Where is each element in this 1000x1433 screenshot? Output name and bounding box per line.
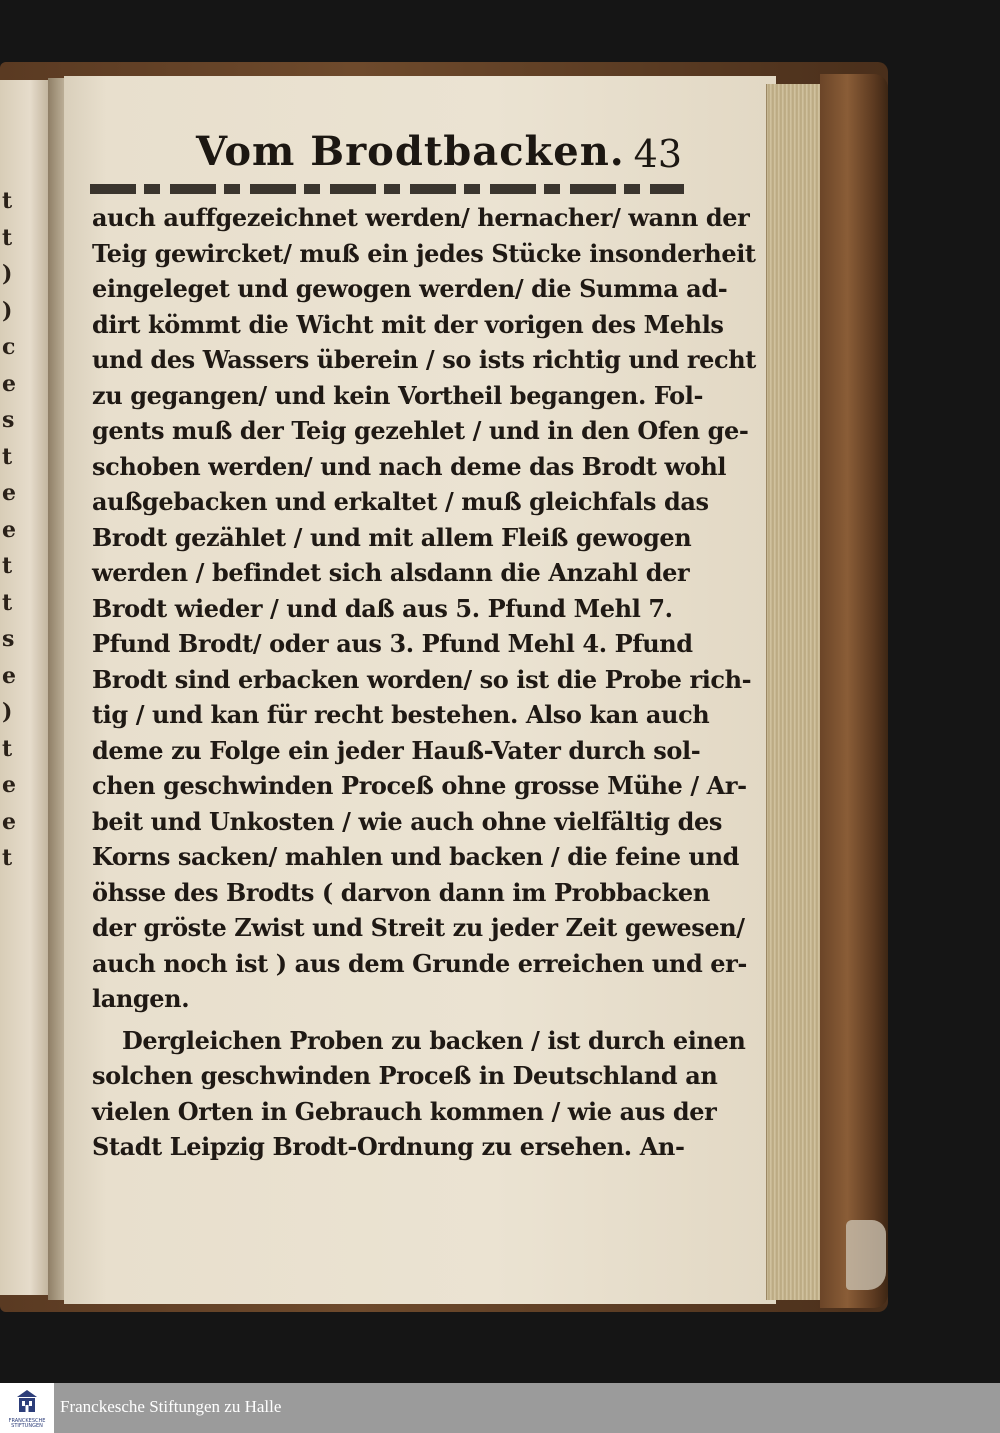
text-line: schoben werden/ und nach deme das Brodt wohl	[92, 451, 727, 481]
left-page-fragment: )	[2, 699, 13, 725]
paragraph-2	[92, 1023, 746, 1165]
paragraph-1	[92, 200, 756, 1017]
left-page-fragment: t	[2, 845, 13, 871]
left-page-fragment: t	[2, 589, 13, 616]
page-edges	[766, 84, 825, 1300]
left-page-fragment: e	[2, 662, 16, 689]
text-line: öhsse des Brodts ( darvon dann im Probbacken	[92, 877, 710, 907]
header-rule	[90, 184, 684, 194]
left-page-fragment: e	[2, 516, 16, 543]
page-number: 43	[633, 132, 682, 176]
text-line: vielen Orten in Gebrauch kommen / wie aus der	[92, 1096, 717, 1126]
left-page-fragment: t	[2, 553, 13, 579]
text-line: gents muß der Teig gezehlet / und in den Ofen ge-	[92, 416, 749, 445]
text-line: Brodt wieder / und daß aus 5. Pfund Mehl 7.	[92, 593, 673, 623]
text-line: zu gegangen/ und kein Vortheil begangen. Fol-	[92, 380, 704, 410]
text-line: chen geschwinden Proceß ohne grosse Mühe / Ar-	[92, 771, 747, 800]
left-page-fragment: )	[2, 297, 13, 324]
running-title: Vom Brodtbacken.	[196, 128, 625, 175]
left-page-fragment: t	[2, 224, 13, 251]
left-page-fragment: e	[2, 370, 16, 397]
text-line: werden / befindet sich alsdann die Anzahl der	[92, 558, 690, 587]
text-line: der gröste Zwist und Streit zu jeder Zeit gewesen/	[92, 913, 745, 942]
left-page-fragment: t	[2, 443, 13, 470]
text-line: tig / und kan für recht bestehen. Also kan auch	[92, 700, 710, 729]
body-text	[92, 200, 756, 1165]
left-page-fragment: )	[2, 261, 13, 287]
footer-bar	[0, 1383, 1000, 1433]
text-line: auch noch ist ) aus dem Grunde erreichen und er-	[92, 948, 747, 978]
text-line: auch auffgezeichnet werden/ hernacher/ wann der	[92, 203, 750, 232]
text-line: Pfund Brodt/ oder aus 3. Pfund Mehl 4. Pfund	[92, 629, 693, 658]
text-line: Brodt gezählet / und mit allem Fleiß gewogen	[92, 522, 692, 552]
institution-logo[interactable]	[0, 1383, 54, 1433]
text-line: eingeleget und gewogen werden/ die Summa ad-	[92, 274, 728, 303]
left-page-fragment: s	[2, 407, 15, 433]
logo-text: FRANCKESCHE STIFTUNGEN	[8, 1418, 46, 1429]
text-line: außgebacken und erkaltet / muß gleichfals das	[92, 487, 709, 516]
text-line: Korns sacken/ mahlen und backen / die feine und	[92, 842, 740, 871]
text-line: beit und Unkosten / wie auch ohne vielfältig des	[92, 806, 722, 836]
left-page-fragment: e	[2, 808, 16, 835]
text-line: Brodt sind erbacken worden/ so ist die Probe rich-	[92, 664, 752, 694]
left-page	[0, 80, 52, 1295]
spine-wear	[846, 1220, 886, 1290]
left-page-fragment: c	[2, 334, 16, 360]
text-line: und des Wassers überein / so ists richtig und recht	[92, 345, 756, 374]
page-header	[196, 128, 686, 178]
left-page-fragment: e	[2, 480, 16, 506]
footer-label[interactable]: Franckesche Stiftungen zu Halle	[60, 1397, 282, 1416]
left-page-fragment: t	[2, 188, 13, 214]
text-line: deme zu Folge ein jeder Hauß-Vater durch sol-	[92, 735, 701, 765]
text-line: Stadt Leipzig Brodt-Ordnung zu ersehen. An-	[92, 1132, 685, 1161]
left-page-fragment: e	[2, 772, 16, 798]
institution-icon	[15, 1389, 39, 1415]
book-spine	[820, 74, 888, 1308]
text-line: dirt kömmt die Wicht mit der vorigen des Mehls	[92, 309, 724, 339]
text-line: langen.	[92, 984, 190, 1013]
text-line: solchen geschwinden Proceß in Deutschland an	[92, 1061, 718, 1090]
text-line: Teig gewircket/ muß ein jedes Stücke insonderheit	[92, 238, 756, 268]
left-page-fragment: t	[2, 735, 13, 762]
text-line: Dergleichen Proben zu backen / ist durch einen	[122, 1025, 746, 1055]
left-page-fragment: s	[2, 626, 15, 652]
